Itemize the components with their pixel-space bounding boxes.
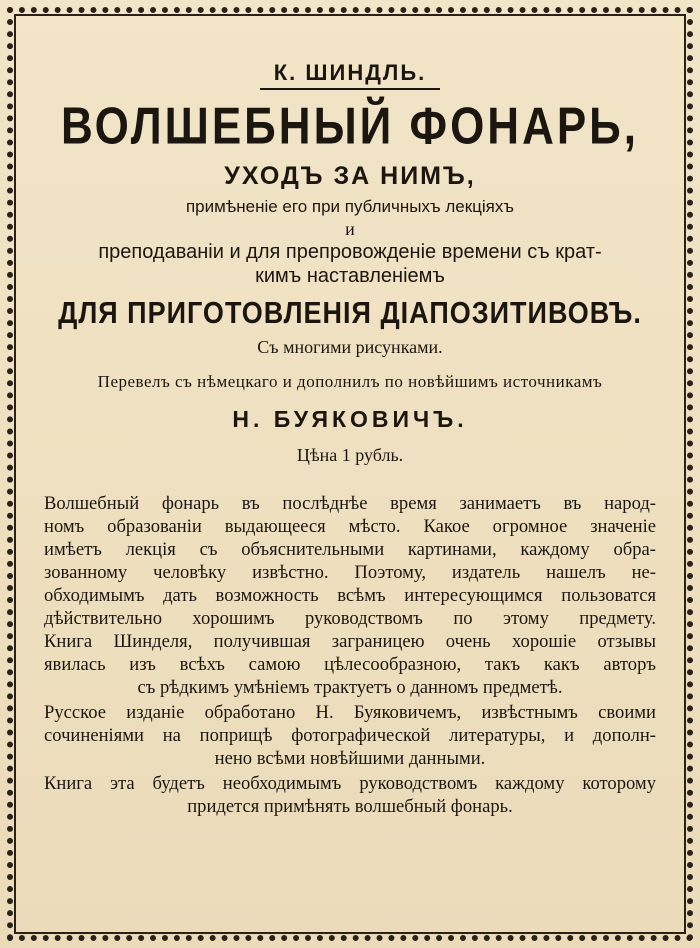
- translation-credit: Перевелъ съ нѣмецкаго и дополнилъ по новѣйшимъ источникамъ: [97, 372, 603, 391]
- application-line: примѣненіе его при публичныхъ лекціяхъ: [185, 197, 515, 216]
- price-line: Цѣна 1 рубль.: [296, 445, 404, 465]
- diapositives-heading: ДЛЯ ПРИГОТОВЛЕНІЯ ДІАПОЗИТИВОВЪ.: [58, 296, 642, 330]
- paragraph-line: Книга эта будетъ необходимымъ руководствомъ каждому которому: [44, 773, 656, 794]
- paragraph-line: съ рѣдкимъ умѣніемъ трактуетъ о данномъ предметѣ.: [137, 677, 563, 698]
- paragraph-line: Русское изданіе обработано Н. Буяковичемъ, извѣстнымъ своими: [44, 702, 656, 723]
- description-body: [44, 492, 656, 818]
- paragraph-line: придется примѣнять волшебный фонарь.: [187, 796, 513, 817]
- paragraph-line: явилась изъ всѣхъ самою цѣлесообразною, такъ какъ авторъ: [44, 654, 656, 675]
- figures-note: Съ многими рисунками.: [257, 337, 443, 357]
- teaching-line-2: кимъ наставленіемъ: [255, 265, 445, 287]
- paragraph-line: дѣйствительно хорошимъ руководствомъ по этому предмету.: [44, 608, 656, 629]
- paragraph-line: зованному человѣку извѣстно. Поэтому, издатель нашелъ не-: [44, 562, 656, 583]
- author-name: К. ШИНДЛЬ.: [260, 60, 441, 90]
- paragraph-line: нено всѣми новѣйшими данными.: [214, 748, 486, 769]
- paragraph-line: Книга Шинделя, получившая заграницею очень хорошіе отзывы: [44, 631, 656, 652]
- translator-name: Н. БУЯКОВИЧЪ.: [232, 406, 468, 432]
- description-paragraph-1: [44, 492, 656, 699]
- conjunction-line: и: [345, 219, 355, 239]
- paragraph-line: имѣетъ лекція съ объяснительными картинами, каждому обра-: [44, 539, 656, 560]
- description-paragraph-2: [44, 701, 656, 770]
- advertisement-content: [44, 50, 656, 818]
- paragraph-line: обходимымъ дать возможность всѣмъ интересующимся пользоватся: [44, 585, 656, 606]
- description-paragraph-3: [44, 772, 656, 818]
- paragraph-line: номъ образованіи выдающееся мѣсто. Какое огромное значеніе: [44, 516, 656, 537]
- paragraph-line: Волшебный фонарь въ послѣднѣе время занимаетъ въ народ-: [44, 493, 656, 514]
- book-subtitle: УХОДЪ ЗА НИМЪ,: [224, 162, 476, 190]
- teaching-line-1: преподаваніи и для препровожденіе времени съ крат-: [98, 241, 602, 263]
- book-title: ВОЛШЕБНЫЙ ФОНАРЬ,: [60, 97, 640, 156]
- paragraph-line: сочиненіями на поприщѣ фотографической литературы, и дополн-: [44, 725, 656, 746]
